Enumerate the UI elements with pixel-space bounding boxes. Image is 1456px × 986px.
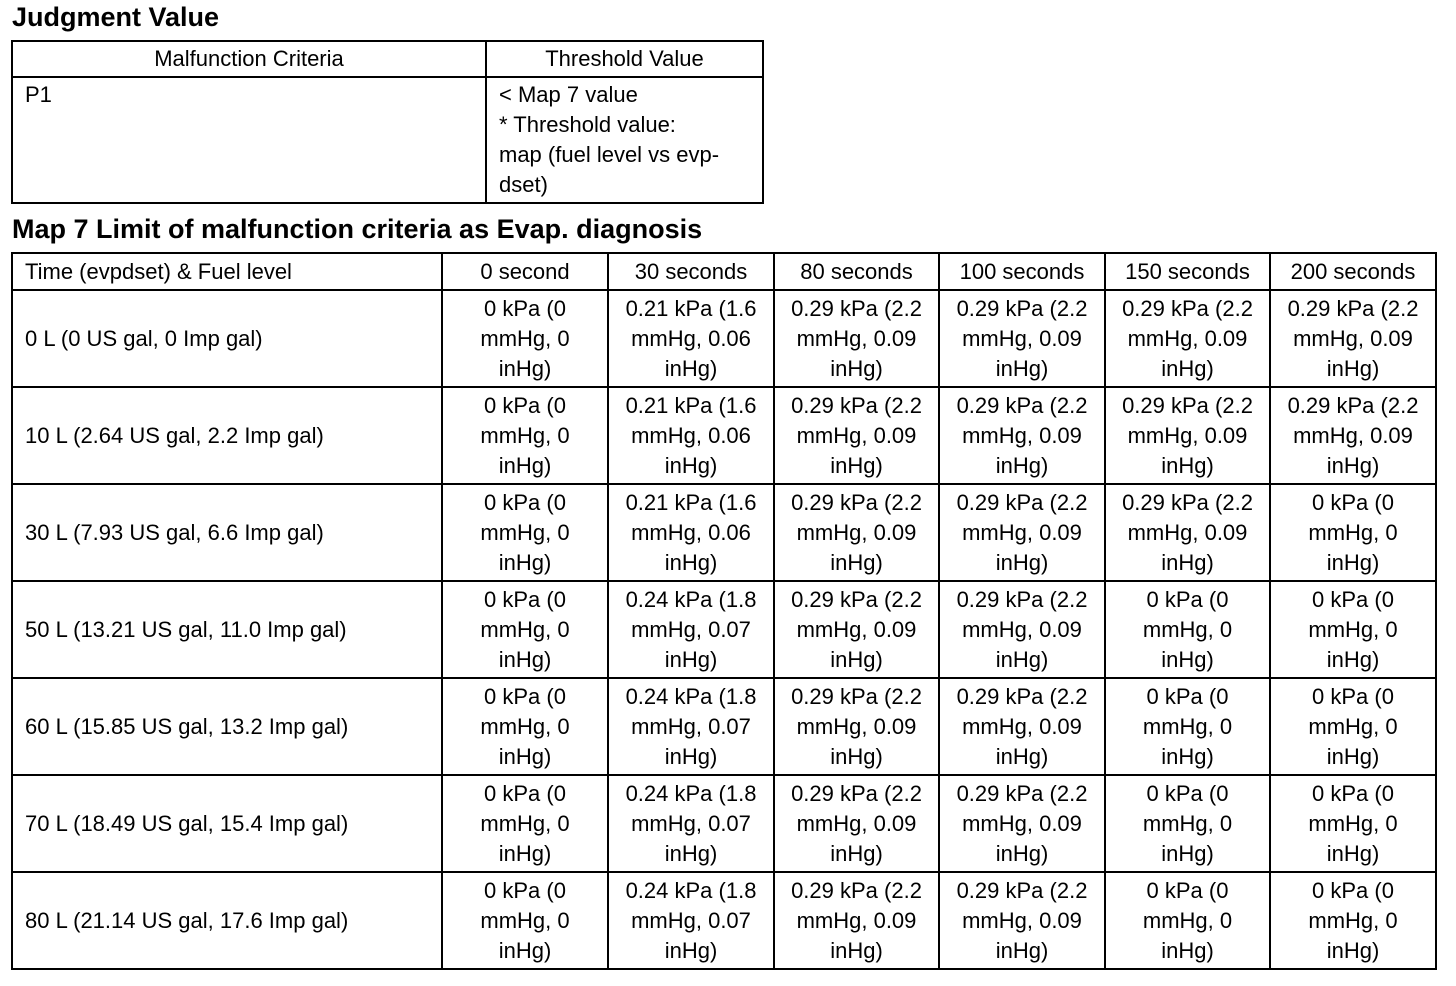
pressure-limit-cell — [442, 775, 608, 872]
pressure-limit-value: 0 kPa (0 mmHg, 0 inHg) — [1142, 683, 1233, 769]
pressure-limit-value: 0.29 kPa (2.2 mmHg, 0.09 inHg) — [791, 489, 922, 575]
pressure-limit-value: 0 kPa (0 mmHg, 0 inHg) — [480, 877, 570, 963]
malfunction-criteria-cell: P1 — [12, 77, 486, 203]
pressure-limit-value: 0 kPa (0 mmHg, 0 inHg) — [1142, 877, 1233, 963]
fuel-level-cell: 0 L (0 US gal, 0 Imp gal) — [12, 290, 442, 387]
table-row — [12, 484, 1436, 581]
pressure-limit-cell — [939, 387, 1105, 484]
pressure-limit-cell — [774, 872, 939, 969]
pressure-limit-cell — [608, 387, 774, 484]
pressure-limit-cell — [1270, 581, 1436, 678]
map7-table — [11, 252, 1437, 970]
judgment-table — [11, 40, 764, 204]
fuel-level-cell: 10 L (2.64 US gal, 2.2 Imp gal) — [12, 387, 442, 484]
pressure-limit-value: 0.29 kPa (2.2 mmHg, 0.09 inHg) — [956, 295, 1088, 381]
column-header-malfunction-criteria: Malfunction Criteria — [12, 41, 486, 77]
pressure-limit-cell — [1270, 290, 1436, 387]
fuel-level-cell: 30 L (7.93 US gal, 6.6 Imp gal) — [12, 484, 442, 581]
table-row — [12, 581, 1436, 678]
pressure-limit-cell — [442, 678, 608, 775]
pressure-limit-cell — [1270, 678, 1436, 775]
table-row — [12, 775, 1436, 872]
pressure-limit-cell — [608, 872, 774, 969]
pressure-limit-value: 0 kPa (0 mmHg, 0 inHg) — [480, 392, 570, 478]
pressure-limit-value: 0.24 kPa (1.8 mmHg, 0.07 inHg) — [625, 586, 757, 672]
pressure-limit-value: 0 kPa (0 mmHg, 0 inHg) — [1142, 586, 1233, 672]
threshold-line: < Map 7 value — [499, 82, 638, 107]
map7-table-body — [12, 290, 1436, 969]
pressure-limit-value: 0 kPa (0 mmHg, 0 inHg) — [480, 586, 570, 672]
pressure-limit-cell — [608, 678, 774, 775]
pressure-limit-cell — [442, 581, 608, 678]
threshold-value-cell — [486, 77, 763, 203]
pressure-limit-value: 0.29 kPa (2.2 mmHg, 0.09 inHg) — [1122, 295, 1253, 381]
fuel-level-cell: 60 L (15.85 US gal, 13.2 Imp gal) — [12, 678, 442, 775]
pressure-limit-cell — [774, 484, 939, 581]
pressure-limit-value: 0 kPa (0 mmHg, 0 inHg) — [1308, 780, 1398, 866]
pressure-limit-cell — [1270, 484, 1436, 581]
pressure-limit-value: 0 kPa (0 mmHg, 0 inHg) — [480, 683, 570, 769]
pressure-limit-value: 0.29 kPa (2.2 mmHg, 0.09 inHg) — [1287, 295, 1419, 381]
pressure-limit-cell — [442, 387, 608, 484]
pressure-limit-value: 0.29 kPa (2.2 mmHg, 0.09 inHg) — [956, 392, 1088, 478]
table-row — [12, 872, 1436, 969]
pressure-limit-value: 0.24 kPa (1.8 mmHg, 0.07 inHg) — [625, 683, 757, 769]
column-header-time: 80 seconds — [774, 253, 939, 290]
pressure-limit-value: 0.29 kPa (2.2 mmHg, 0.09 inHg) — [1122, 489, 1253, 575]
table-row — [12, 387, 1436, 484]
column-header-time: 0 second — [442, 253, 608, 290]
pressure-limit-value: 0.24 kPa (1.8 mmHg, 0.07 inHg) — [625, 780, 757, 866]
column-header-time-fuel-level: Time (evpdset) & Fuel level — [12, 253, 442, 290]
judgment-value-heading: Judgment Value — [12, 2, 220, 32]
table-header-row — [12, 253, 1436, 290]
threshold-line: * Threshold value: — [499, 112, 676, 137]
column-header-time: 200 seconds — [1270, 253, 1436, 290]
pressure-limit-cell — [774, 290, 939, 387]
pressure-limit-value: 0.29 kPa (2.2 mmHg, 0.09 inHg) — [791, 780, 922, 866]
pressure-limit-value: 0 kPa (0 mmHg, 0 inHg) — [1308, 586, 1398, 672]
pressure-limit-value: 0 kPa (0 mmHg, 0 inHg) — [480, 489, 570, 575]
pressure-limit-cell — [608, 290, 774, 387]
pressure-limit-value: 0.21 kPa (1.6 mmHg, 0.06 inHg) — [625, 392, 757, 478]
pressure-limit-value: 0.29 kPa (2.2 mmHg, 0.09 inHg) — [791, 877, 922, 963]
pressure-limit-cell — [774, 387, 939, 484]
pressure-limit-cell — [1105, 290, 1270, 387]
pressure-limit-value: 0.24 kPa (1.8 mmHg, 0.07 inHg) — [625, 877, 757, 963]
pressure-limit-cell — [608, 484, 774, 581]
pressure-limit-cell — [939, 484, 1105, 581]
table-row — [12, 290, 1436, 387]
pressure-limit-cell — [939, 872, 1105, 969]
pressure-limit-value: 0.29 kPa (2.2 mmHg, 0.09 inHg) — [1122, 392, 1253, 478]
pressure-limit-value: 0 kPa (0 mmHg, 0 inHg) — [480, 295, 570, 381]
pressure-limit-cell — [442, 872, 608, 969]
pressure-limit-cell — [1105, 387, 1270, 484]
pressure-limit-value: 0.29 kPa (2.2 mmHg, 0.09 inHg) — [791, 683, 922, 769]
pressure-limit-cell — [1105, 872, 1270, 969]
threshold-line: map (fuel level vs evp- — [499, 142, 720, 167]
pressure-limit-cell — [939, 775, 1105, 872]
table-row — [12, 678, 1436, 775]
pressure-limit-value: 0 kPa (0 mmHg, 0 inHg) — [1142, 780, 1233, 866]
pressure-limit-value: 0.29 kPa (2.2 mmHg, 0.09 inHg) — [956, 586, 1088, 672]
column-header-threshold-value: Threshold Value — [486, 41, 763, 77]
pressure-limit-cell — [774, 581, 939, 678]
map7-heading: Map 7 Limit of malfunction criteria as Evap. diagnosis — [12, 214, 703, 244]
pressure-limit-value: 0.29 kPa (2.2 mmHg, 0.09 inHg) — [791, 392, 922, 478]
column-header-time: 30 seconds — [608, 253, 774, 290]
pressure-limit-value: 0 kPa (0 mmHg, 0 inHg) — [1308, 489, 1398, 575]
pressure-limit-cell — [1270, 775, 1436, 872]
pressure-limit-cell — [1105, 678, 1270, 775]
pressure-limit-cell — [1270, 387, 1436, 484]
pressure-limit-cell — [442, 290, 608, 387]
pressure-limit-cell — [1105, 484, 1270, 581]
fuel-level-cell: 80 L (21.14 US gal, 17.6 Imp gal) — [12, 872, 442, 969]
pressure-limit-cell — [442, 484, 608, 581]
pressure-limit-value: 0.29 kPa (2.2 mmHg, 0.09 inHg) — [956, 780, 1088, 866]
pressure-limit-cell — [939, 678, 1105, 775]
pressure-limit-cell — [608, 581, 774, 678]
pressure-limit-cell — [1105, 581, 1270, 678]
pressure-limit-cell — [939, 581, 1105, 678]
pressure-limit-value: 0.29 kPa (2.2 mmHg, 0.09 inHg) — [1287, 392, 1419, 478]
fuel-level-cell: 70 L (18.49 US gal, 15.4 Imp gal) — [12, 775, 442, 872]
pressure-limit-cell — [774, 678, 939, 775]
pressure-limit-cell — [774, 775, 939, 872]
table-header-row — [12, 41, 763, 77]
pressure-limit-cell — [608, 775, 774, 872]
table-row — [12, 77, 763, 203]
pressure-limit-value: 0.29 kPa (2.2 mmHg, 0.09 inHg) — [956, 877, 1088, 963]
pressure-limit-value: 0.29 kPa (2.2 mmHg, 0.09 inHg) — [791, 586, 922, 672]
pressure-limit-value: 0 kPa (0 mmHg, 0 inHg) — [1308, 683, 1398, 769]
fuel-level-cell: 50 L (13.21 US gal, 11.0 Imp gal) — [12, 581, 442, 678]
pressure-limit-value: 0.21 kPa (1.6 mmHg, 0.06 inHg) — [625, 295, 757, 381]
pressure-limit-cell — [939, 290, 1105, 387]
column-header-time: 100 seconds — [939, 253, 1105, 290]
pressure-limit-value: 0.29 kPa (2.2 mmHg, 0.09 inHg) — [956, 683, 1088, 769]
pressure-limit-value: 0.29 kPa (2.2 mmHg, 0.09 inHg) — [956, 489, 1088, 575]
pressure-limit-value: 0.29 kPa (2.2 mmHg, 0.09 inHg) — [791, 295, 922, 381]
pressure-limit-value: 0.21 kPa (1.6 mmHg, 0.06 inHg) — [625, 489, 757, 575]
pressure-limit-value: 0 kPa (0 mmHg, 0 inHg) — [480, 780, 570, 866]
pressure-limit-value: 0 kPa (0 mmHg, 0 inHg) — [1308, 877, 1398, 963]
pressure-limit-cell — [1270, 872, 1436, 969]
pressure-limit-cell — [1105, 775, 1270, 872]
column-header-time: 150 seconds — [1105, 253, 1270, 290]
threshold-line: dset) — [499, 172, 548, 197]
